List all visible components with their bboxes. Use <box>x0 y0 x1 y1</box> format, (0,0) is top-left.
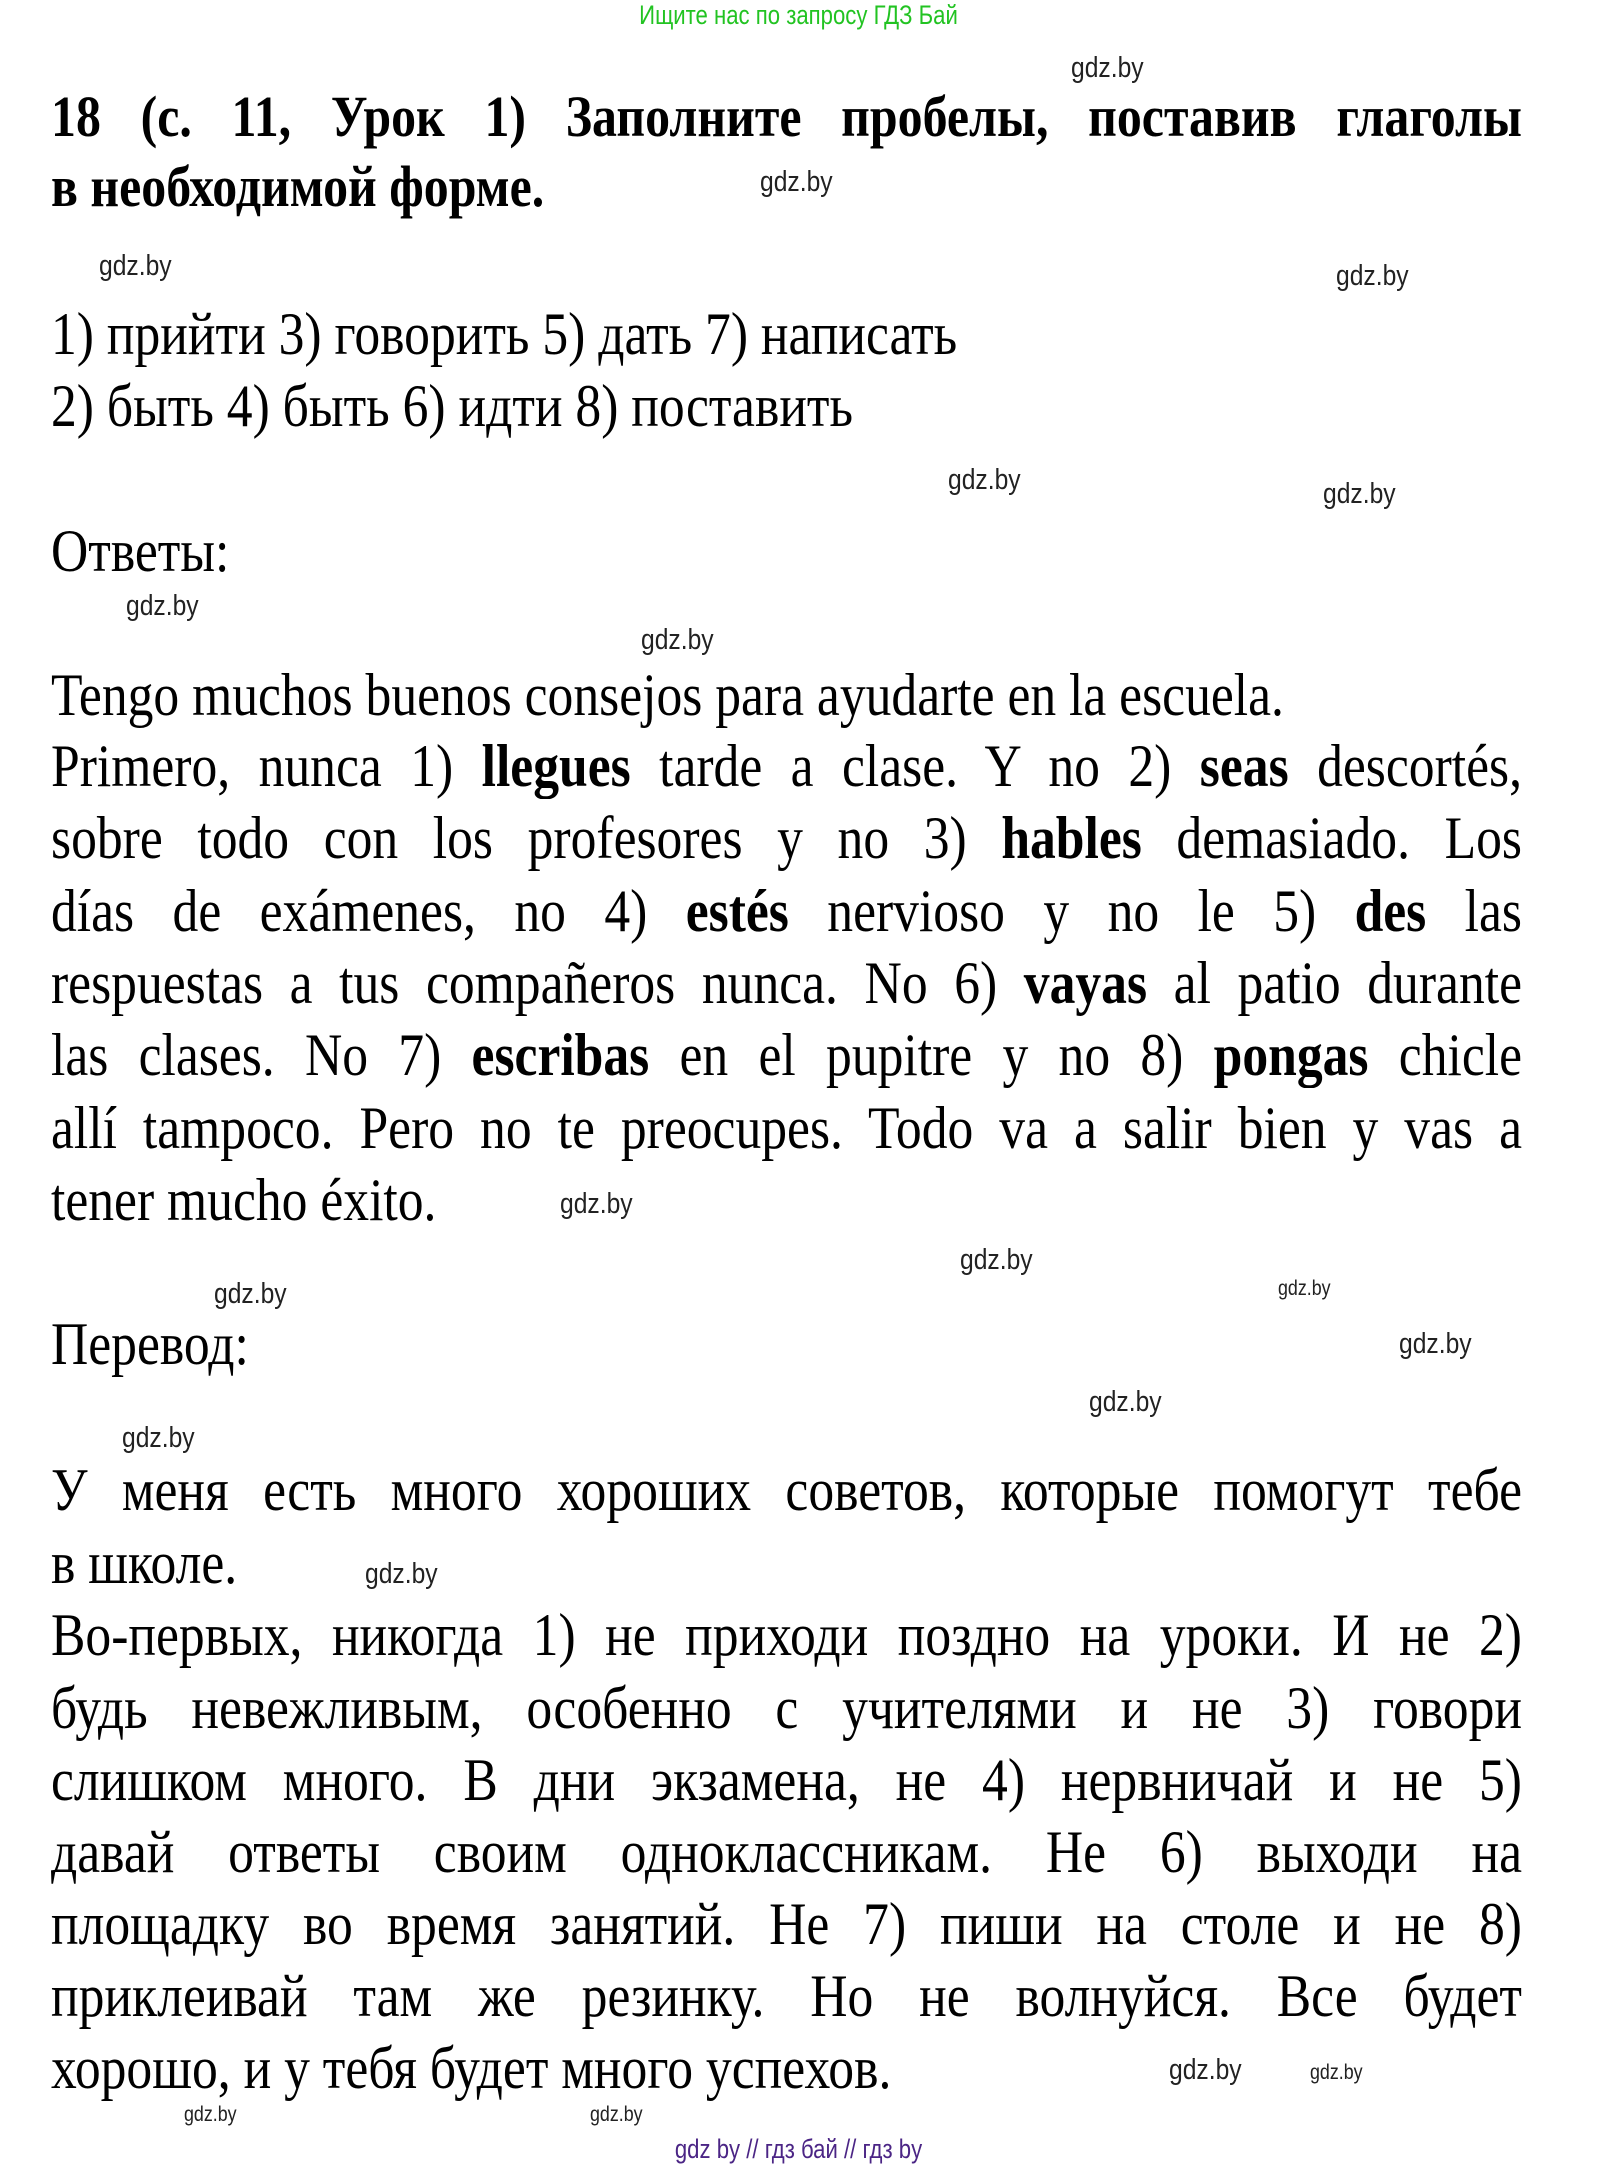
text-segment: хорошо, и у тебя будет много успехов. <box>51 2035 892 2101</box>
answer-line <box>51 1022 1522 1088</box>
footer-links[interactable]: gdz by // гдз бай // гдз by <box>674 2134 923 2164</box>
watermark: gdz.by <box>1323 478 1396 510</box>
text-segment: площадку во время занятий. Не 7) пиши на столе и не 8) <box>51 1891 1522 1957</box>
verb-list-line <box>51 301 958 367</box>
watermark: gdz.by <box>122 1422 195 1454</box>
text-segment: Во-первых, никогда 1) не приходи поздно на уроки. И не 2) <box>51 1602 1522 1668</box>
text-segment: 2) быть 4) быть 6) идти 8) поставить <box>51 373 854 439</box>
watermark: gdz.by <box>641 624 714 656</box>
watermark: gdz.by <box>590 2103 643 2126</box>
answer-word: pongas <box>1213 1022 1369 1088</box>
task-title <box>51 154 545 219</box>
text-segment: в школе. <box>51 1530 238 1596</box>
translation-line <box>51 2035 892 2101</box>
answer-word: llegues <box>481 733 631 799</box>
text-segment: слишком много. В дни экзамена, не 4) нервничай и не 5) <box>51 1747 1522 1813</box>
watermark: gdz.by <box>184 2103 237 2126</box>
watermark: gdz.by <box>1336 260 1409 292</box>
translation-line <box>51 1602 1522 1668</box>
answer-word: escribas <box>471 1022 650 1088</box>
watermark: gdz.by <box>99 250 172 282</box>
text-segment: будь невежливым, особенно с учителями и не 3) говори <box>51 1675 1522 1741</box>
watermark: gdz.by <box>1310 2061 1363 2084</box>
answer-word: в необходимой форме <box>51 154 532 219</box>
translation-heading: Перевод: <box>51 1311 249 1377</box>
text-segment: 1) прийти 3) говорить 5) дать 7) написать <box>51 301 958 367</box>
translation-line <box>51 1530 238 1596</box>
answer-line <box>51 805 1522 871</box>
text-segment: приклеивай там же резинку. Но не волнуйся. Все будет <box>51 1963 1522 2029</box>
answer-word: des <box>1354 878 1427 944</box>
text-segment: У меня есть много хороших советов, которые помогут тебе <box>51 1457 1522 1523</box>
text-segment: Tengo muchos buenos consejos para ayudarte en la escuela. <box>51 662 1284 728</box>
watermark: gdz.by <box>1089 1386 1162 1418</box>
text-segment: días de exámenes, no 4) <box>51 878 686 944</box>
text-segment: давай ответы своим одноклассникам. Не 6) выходи на <box>51 1819 1522 1885</box>
text-segment: en el pupitre y no 8) <box>649 1022 1214 1088</box>
watermark: gdz.by <box>214 1278 287 1310</box>
text-segment: sobre todo con los profesores y no 3) <box>51 805 1002 871</box>
answer-word: hables <box>1001 805 1142 871</box>
answer-line <box>51 878 1522 944</box>
translation-line <box>51 1747 1522 1813</box>
text-segment: tener mucho éxito. <box>51 1167 437 1233</box>
watermark: gdz.by <box>1169 2054 1242 2086</box>
translation-line <box>51 1891 1522 1957</box>
answer-line <box>51 662 1284 728</box>
answer-line <box>51 1167 437 1233</box>
watermark: gdz.by <box>960 1244 1033 1276</box>
translation-line <box>51 1675 1522 1741</box>
watermark: gdz.by <box>948 464 1021 496</box>
search-hint-banner: Ищите нас по запросу ГДЗ Бай <box>639 0 958 30</box>
text-segment: descortés, <box>1288 733 1523 799</box>
text-segment: demasiado. Los <box>1141 805 1522 871</box>
answer-line <box>51 1095 1522 1161</box>
answer-word: estés <box>685 878 789 944</box>
translation-line <box>51 1457 1522 1523</box>
answer-word: 18 (с. 11, Урок 1) Заполните пробелы, поставив глаголы <box>51 84 1522 149</box>
answer-word: seas <box>1199 733 1289 799</box>
answer-line <box>51 950 1522 1016</box>
text-segment: . <box>531 154 545 219</box>
text-segment: al patio durante <box>1147 950 1522 1016</box>
translation-line <box>51 1819 1522 1885</box>
watermark: gdz.by <box>126 590 199 622</box>
answer-line <box>51 733 1523 799</box>
answer-word: vayas <box>1023 950 1148 1016</box>
watermark: gdz.by <box>760 166 833 198</box>
watermark: gdz.by <box>1399 1328 1472 1360</box>
translation-line <box>51 1963 1522 2029</box>
watermark: gdz.by <box>365 1558 438 1590</box>
watermark: gdz.by <box>1071 52 1144 84</box>
text-segment: tarde a clase. Y no 2) <box>630 733 1200 799</box>
text-segment: Primero, nunca 1) <box>51 733 482 799</box>
verb-list-line <box>51 373 854 439</box>
task-title <box>51 84 1522 149</box>
watermark: gdz.by <box>560 1188 633 1220</box>
text-segment: las clases. No 7) <box>51 1022 472 1088</box>
text-segment: chicle <box>1368 1022 1522 1088</box>
text-segment: respuestas a tus compañeros nunca. No 6) <box>51 950 1024 1016</box>
watermark: gdz.by <box>1278 1277 1331 1300</box>
text-segment: las <box>1426 878 1522 944</box>
text-segment: nervioso y no le 5) <box>788 878 1355 944</box>
text-segment: allí tampoco. Pero no te preocupes. Todo va a salir bien y vas a <box>51 1095 1522 1161</box>
answers-heading: Ответы: <box>51 518 230 584</box>
